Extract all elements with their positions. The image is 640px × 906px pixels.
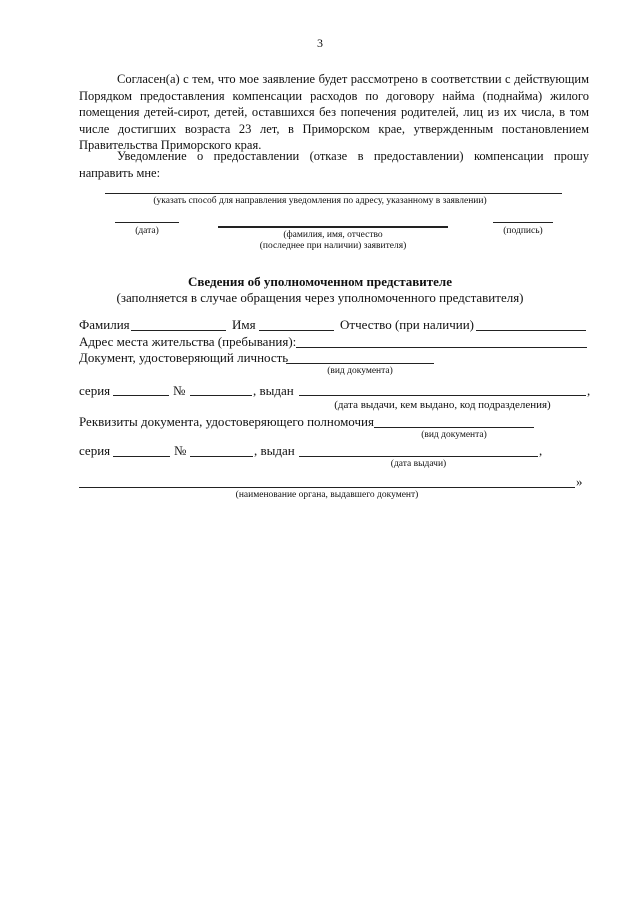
first-name-field[interactable] [259, 330, 334, 331]
notification-method-caption: (указать способ для направления уведомления по адресу, указанному в заявлении) [153, 196, 487, 206]
id-document-caption: (вид документа) [327, 366, 393, 376]
id-document-field[interactable] [286, 363, 434, 364]
notification-method-field[interactable] [105, 193, 562, 194]
page-number: 3 [317, 36, 323, 50]
issued-comma: , [587, 383, 591, 398]
id-document-label: Документ, удостоверяющий личность [79, 350, 289, 365]
issuing-body-field[interactable] [79, 487, 575, 488]
representative-title: Сведения об уполномоченном представителе [188, 274, 452, 289]
series-label-2: серия [79, 443, 111, 458]
patronymic-field[interactable] [476, 330, 586, 331]
surname-field[interactable] [131, 330, 226, 331]
series-field-2[interactable] [113, 456, 170, 457]
address-label: Адрес места жительства (пребывания): [79, 334, 297, 349]
series-field[interactable] [113, 395, 169, 396]
issued-comma-2: , [539, 443, 543, 458]
issue-date-caption: (дата выдачи) [390, 459, 447, 469]
authority-document-field[interactable] [374, 427, 534, 428]
consent-paragraph: Согласен(а) с тем, что мое заявление будет рассмотрено в соответствии с действующим Порядком предоставления компенсации расходов по договору найма (поднайма) жилого помещения детей-сирот, детей, оставшихся без попечения родителей, лиц из их числа, в том числе достигших возраста 23 лет, в Приморском крае, утвержденным постановлением Правительства Приморского края. [79, 72, 589, 152]
authority-document-label: Реквизиты документа, удостоверяющего полномочия [79, 414, 374, 429]
number-label-2: № [174, 443, 187, 458]
patronymic-label: Отчество (при наличии) [340, 317, 475, 332]
signature-field[interactable] [493, 222, 553, 223]
series-label: серия [79, 383, 111, 398]
issued-label: , выдан [253, 383, 294, 398]
representative-subtitle: (заполняется в случае обращения через уполномоченного представителя) [116, 290, 524, 305]
address-field[interactable] [296, 347, 587, 348]
date-caption: (дата) [135, 226, 159, 236]
issued-field-2[interactable] [299, 456, 538, 457]
surname-label: Фамилия [79, 317, 130, 332]
issued-label-2: , выдан [254, 443, 295, 458]
applicant-name-field[interactable] [218, 226, 448, 228]
issue-details-caption: (дата выдачи, кем выдано, код подразделения) [334, 399, 551, 411]
closing-quote: » [576, 474, 583, 489]
authority-document-caption: (вид документа) [421, 430, 487, 440]
number-field[interactable] [190, 395, 252, 396]
date-field[interactable] [115, 222, 179, 223]
signature-caption: (подпись) [503, 226, 543, 236]
issued-field[interactable] [299, 395, 586, 396]
first-name-label: Имя [232, 317, 256, 332]
number-field-2[interactable] [190, 456, 253, 457]
issuing-body-caption: (наименование органа, выдавшего документ) [235, 490, 419, 500]
applicant-name-caption: (фамилия, имя, отчество [283, 230, 383, 240]
notification-paragraph: Уведомление о предоставлении (отказе в предоставлении) компенсации прошу направить мне: [79, 149, 589, 180]
number-label: № [173, 383, 186, 398]
applicant-name-caption-2: (последнее при наличии) заявителя) [259, 241, 407, 251]
